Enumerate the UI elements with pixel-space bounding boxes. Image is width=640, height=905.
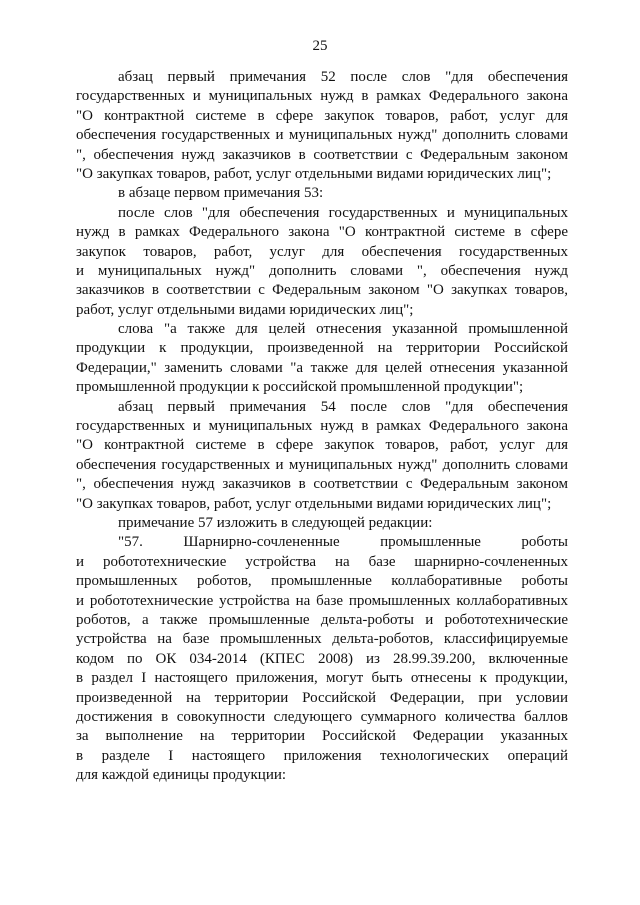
paragraph <box>76 184 568 203</box>
text-line: Федерации," заменить словами "а также для целей отнесения указанной <box>76 359 568 376</box>
text-line: за выполнение на территории Российской Федерации указанных <box>76 728 568 745</box>
text-line: нужд в рамках Федерального закона "О контрактной системе в сфере <box>76 224 568 241</box>
text-line: работ, услуг отдельными видами юридических лиц"; <box>76 301 414 318</box>
text-line: государственных и муниципальных нужд в рамках Федерального закона <box>76 88 568 105</box>
text-line: устройства на базе промышленных дельта-роботов, классифицируемые <box>76 631 568 648</box>
text-line: "57. Шарнирно-сочлененные промышленные роботы <box>118 534 568 551</box>
text-line: и робототехнические устройства на базе промышленных коллаборативных <box>76 592 568 609</box>
text-line: промышленной продукции к российской промышленной продукции"; <box>76 379 524 396</box>
document-body <box>76 68 568 785</box>
text-line: примечание 57 изложить в следующей редакции: <box>118 514 433 531</box>
text-line: обеспечения государственных и муниципальных нужд" дополнить словами <box>76 456 568 473</box>
text-line: произведенной на территории Российской Федерации, при условии <box>76 689 568 706</box>
text-line: и муниципальных нужд" дополнить словами ", обеспечения нужд <box>76 262 568 279</box>
text-line: обеспечения государственных и муниципальных нужд" дополнить словами <box>76 127 568 144</box>
text-line: ", обеспечения нужд заказчиков в соответствии с Федеральным законом <box>76 476 568 493</box>
text-line: продукции к продукции, произведенной на территории Российской <box>76 340 568 357</box>
paragraph <box>76 514 568 533</box>
text-line: роботов, а также промышленные дельта-роботы и робототехнические <box>76 611 568 628</box>
text-line: кодом по ОК 034-2014 (КПЕС 2008) из 28.99.39.200, включенные <box>76 650 568 667</box>
text-line: абзац первый примечания 52 после слов "для обеспечения <box>118 69 568 85</box>
paragraph <box>76 320 568 398</box>
paragraph <box>76 68 568 184</box>
page-number: 25 <box>312 38 328 54</box>
text-line: промышленных роботов, промышленные коллаборативные роботы <box>76 573 568 590</box>
text-line: "О закупках товаров, работ, услуг отдельными видами юридических лиц"; <box>76 165 552 182</box>
text-line: "О закупках товаров, работ, услуг отдельными видами юридических лиц"; <box>76 495 552 512</box>
text-line: закупок товаров, работ, услуг для обеспечения государственных <box>76 243 568 260</box>
text-line: после слов "для обеспечения государственных и муниципальных <box>118 204 568 221</box>
text-line: в абзаце первом примечания 53: <box>118 185 324 202</box>
paragraph <box>76 533 568 785</box>
text-line: и робототехнические устройства на базе шарнирно-сочлененных <box>76 553 568 570</box>
text-line: заказчиков в соответствии с Федеральным законом "О закупках товаров, <box>76 282 568 299</box>
text-line: для каждой единицы продукции: <box>76 767 287 784</box>
text-line: в разделе I настоящего приложения технологических операций <box>76 747 568 764</box>
text-line: ", обеспечения нужд заказчиков в соответствии с Федеральным законом <box>76 146 568 163</box>
text-line: слова "а также для целей отнесения указанной промышленной <box>118 321 568 338</box>
text-line: абзац первый примечания 54 после слов "для обеспечения <box>118 398 568 415</box>
text-line: государственных и муниципальных нужд в рамках Федерального закона <box>76 418 568 435</box>
text-line: "О контрактной системе в сфере закупок товаров, работ, услуг для <box>76 437 568 454</box>
paragraph <box>76 204 568 320</box>
text-line: "О контрактной системе в сфере закупок товаров, работ, услуг для <box>76 107 568 124</box>
text-line: достижения в совокупности следующего суммарного количества баллов <box>76 708 568 725</box>
paragraph <box>76 398 568 514</box>
text-line: в раздел I настоящего приложения, могут быть отнесены к продукции, <box>76 670 568 687</box>
